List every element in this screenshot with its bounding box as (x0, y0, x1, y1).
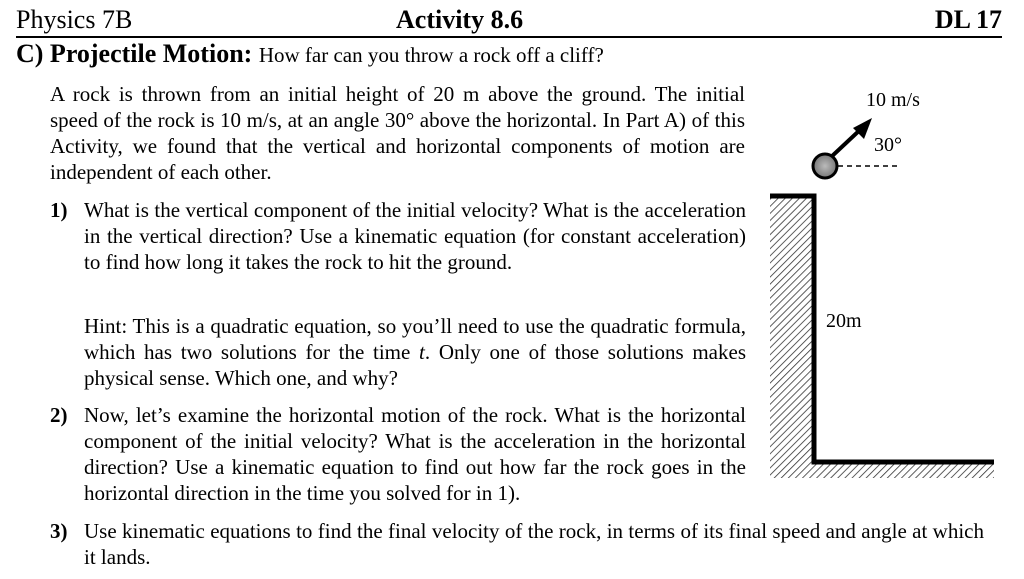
hint-text-after: . Only one of those solutions makes physical sense. Which one, and why? (84, 340, 746, 390)
question-1-text: What is the vertical component of the initial velocity? What is the acceleration in the vertical direction? Use a kinematic equation (for constant acceleration) to find how long it takes the rock to hit the ground. (84, 198, 746, 274)
question-3-text: Use kinematic equations to find the final velocity of the rock, in terms of its final speed and angle at which it lands. (84, 519, 984, 569)
course-name: Physics 7B (16, 5, 133, 34)
velocity-arrow-shaft (830, 128, 862, 158)
angle-label: 30° (874, 134, 902, 156)
section-question: How far can you throw a rock off a cliff? (258, 43, 604, 67)
question-3-number: 3) (50, 519, 68, 543)
hint-variable: t (419, 340, 425, 364)
question-2-number: 2) (50, 403, 68, 427)
intro-paragraph: A rock is thrown from an initial height of 20 m above the ground. The initial speed of the rock is 10 m/s, at an angle 30° above the horizontal. In Part A) of this Activity, we found that the vertical and horizontal components of motion are independent of each other. (50, 82, 745, 184)
question-2-text: Now, let’s examine the horizontal motion of the rock. What is the horizontal component of the initial velocity? What is the acceleration in the horizontal direction? Use a kinematic equation to find out how far the rock goes in the horizontal direction in the time you solved for in 1). (84, 403, 746, 505)
dl-number: DL 17 (934, 5, 1002, 34)
section-label: C) Projectile Motion: (16, 39, 253, 68)
hint-text-before: Hint: This is a quadratic equation, so you’ll need to use the quadratic formula, which has two solutions for the time (84, 314, 746, 364)
activity-title: Activity 8.6 (396, 5, 524, 34)
question-1-number: 1) (50, 198, 68, 222)
rock-icon (813, 154, 837, 178)
height-label: 20m (826, 310, 862, 332)
speed-label: 10 m/s (866, 89, 920, 111)
cliff-hatching (770, 196, 812, 478)
